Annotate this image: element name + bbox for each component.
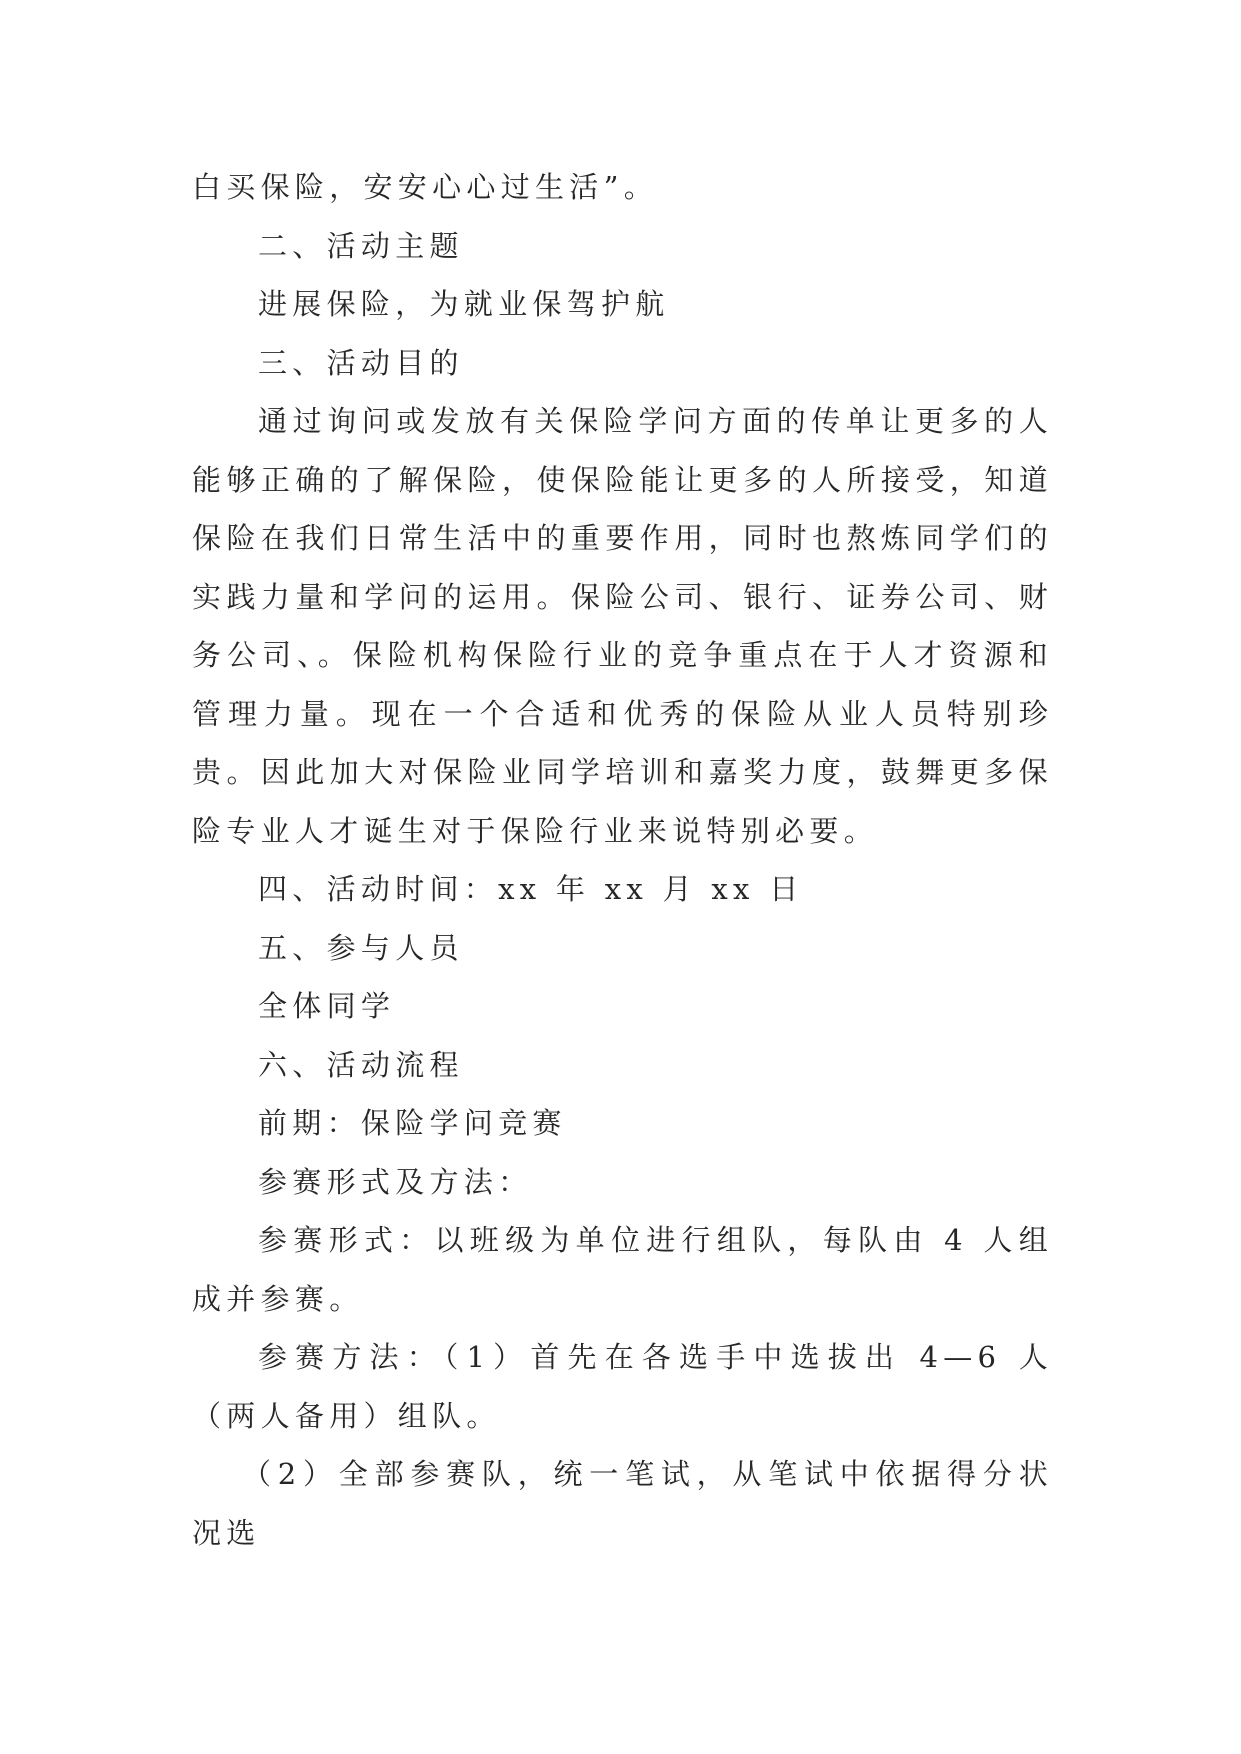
early-stage-line: 前期：保险学问竞赛 (258, 1106, 567, 1140)
section-heading-activity-process: 六、活动流程 (258, 1047, 464, 1082)
activity-theme-text: 进展保险，为就业保驾护航 (258, 287, 670, 321)
document-body (192, 158, 1053, 1562)
section-heading-activity-purpose: 三、活动目的 (258, 345, 464, 380)
competition-format-heading: 参赛形式及方法： (258, 1164, 533, 1199)
competition-format-paragraph: 参赛形式：以班级为单位进行组队，每队由 4 人组成并参赛。 (192, 1223, 1053, 1316)
paragraph-continuation: 白买保险，安安心心过生活”。 (192, 170, 659, 204)
section-heading-activity-theme: 二、活动主题 (258, 228, 464, 263)
activity-time-line: 四、活动时间：xx 年 xx 月 xx 日 (258, 872, 804, 906)
competition-method-step-two: （2）全部参赛队，统一笔试，从笔试中依据得分状况选 (192, 1457, 1053, 1550)
participants-text: 全体同学 (258, 989, 396, 1023)
activity-purpose-paragraph: 通过询问或发放有关保险学问方面的传单让更多的人能够正确的了解保险，使保险能让更多的人所接受，知道保险在我们日常生活中的重要作用，同时也熬炼同学们的实践力量和学问的运用。保险公司、银行、证券公司、财务公司、。保险机构保险行业的竞争重点在于人才资源和管理力量。现在一个合适和优秀的保险从业人员特别珍贵。因此加大对保险业同学培训和嘉奖力度，鼓舞更多保险专业人才诞生对于保险行业来说特别必要。 (192, 404, 1053, 848)
competition-method-paragraph: 参赛方法：（1）首先在各选手中选拔出 4—6 人（两人备用）组队。 (192, 1340, 1053, 1433)
section-heading-participants: 五、参与人员 (258, 930, 464, 965)
